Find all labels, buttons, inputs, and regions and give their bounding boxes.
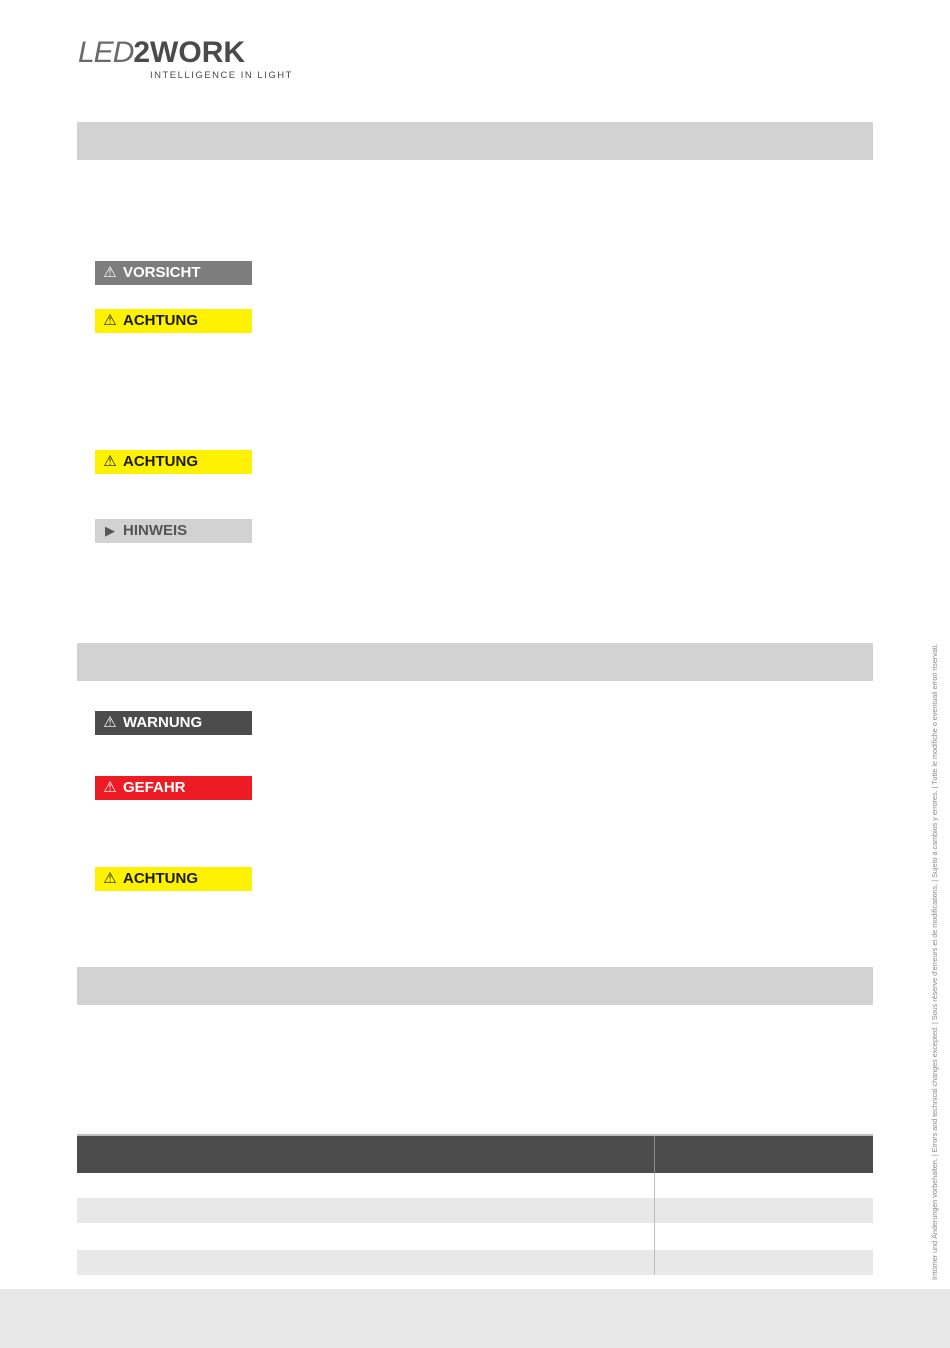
- brand-logo: [78, 38, 300, 84]
- section-header-bar: [77, 122, 873, 160]
- logo-tagline: INTELLIGENCE IN LIGHT: [150, 70, 293, 81]
- table-row: [77, 1173, 873, 1198]
- table-row: [77, 1250, 873, 1275]
- table-row: [77, 1198, 873, 1223]
- warning-icon: ⚠: [103, 870, 117, 887]
- warning-icon: ⚠: [103, 312, 117, 329]
- table-column-divider: [654, 1173, 655, 1275]
- table-header-divider: [654, 1136, 655, 1173]
- badge-gefahr: ⚠ GEFAHR: [95, 776, 252, 800]
- warning-icon: ⚠: [103, 453, 117, 470]
- table-row: [77, 1224, 873, 1249]
- badge-achtung: ⚠ ACHTUNG: [95, 450, 252, 474]
- play-arrow-icon: ▶: [105, 523, 115, 538]
- badge-vorsicht: ⚠ VORSICHT: [95, 261, 252, 285]
- table-header: [77, 1134, 873, 1173]
- badge-achtung: ⚠ ACHTUNG: [95, 309, 252, 333]
- logo-wordmark: LED2WORK: [78, 36, 246, 69]
- warning-icon: ⚠: [103, 714, 117, 731]
- badge-hinweis: ▶ HINWEIS: [95, 519, 252, 543]
- warning-icon: ⚠: [103, 779, 117, 796]
- section-header-bar: [77, 967, 873, 1005]
- badge-warnung: ⚠ WARNUNG: [95, 711, 252, 735]
- section-header-bar: [77, 643, 873, 681]
- badge-achtung: ⚠ ACHTUNG: [95, 867, 252, 891]
- page-footer-band: [0, 1289, 950, 1348]
- warning-icon: ⚠: [103, 264, 117, 281]
- legal-disclaimer: Irrtümer und Änderungen vorbehalten. | Errors and technical changes excepted. | Sous réserve d'erreurs et de modifications. | Sujeto a cambios y errores. | Tutte le modifiche o eventuali errori riservati.: [930, 643, 939, 1280]
